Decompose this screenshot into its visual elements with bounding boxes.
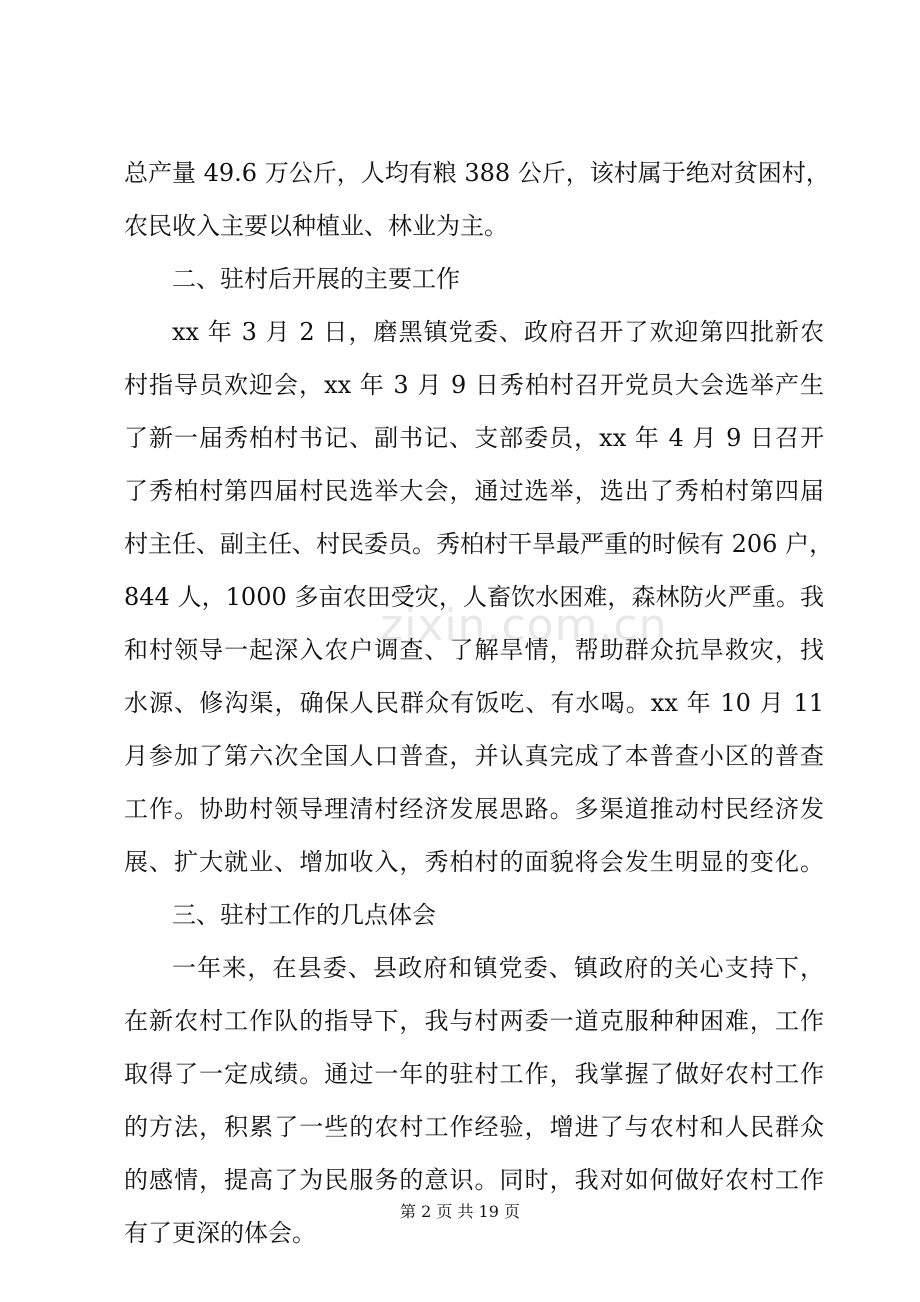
- watermark: zixin.com.cn: [380, 600, 668, 651]
- text-line: 的感情，提高了为民服务的意识。同时，我对如何做好农村工作: [124, 1166, 824, 1194]
- text-line: 一年来，在县委、县政府和镇党委、镇政府的关心支持下，: [172, 954, 824, 982]
- text-line: 的方法，积累了一些的农村工作经验，增进了与农村和人民群众: [124, 1113, 824, 1141]
- text-line: 了秀柏村第四届村民选举大会，通过选举，选出了秀柏村第四届: [124, 477, 824, 505]
- text-line: 工作。协助村领导理清村经济发展思路。多渠道推动村民经济发: [124, 795, 824, 823]
- section-heading-3: 三、驻村工作的几点体会: [172, 901, 436, 929]
- text-line: 844 人，1000 多亩农田受灾，人畜饮水困难，森林防火严重。我: [124, 583, 824, 611]
- text-line: 展、扩大就业、增加收入，秀柏村的面貌将会发生明显的变化。: [124, 848, 824, 876]
- text-line: xx 年 3 月 2 日，磨黑镇党委、政府召开了欢迎第四批新农: [172, 318, 824, 346]
- text-line: 总产量 49.6 万公斤，人均有粮 388 公斤，该村属于绝对贫困村，: [124, 159, 830, 187]
- text-line: 有了更深的体会。: [124, 1219, 316, 1247]
- text-line: 水源、修沟渠，确保人民群众有饭吃、有水喝。xx 年 10 月 11: [124, 689, 824, 717]
- page-number-footer: 第 2 页 共 19 页: [400, 1202, 520, 1221]
- text-line: 村指导员欢迎会，xx 年 3 月 9 日秀柏村召开党员大会选举产生: [124, 371, 824, 399]
- text-line: 村主任、副主任、村民委员。秀柏村干旱最严重的时候有 206 户，: [124, 530, 834, 558]
- text-line: 在新农村工作队的指导下，我与村两委一道克服种种困难，工作: [124, 1007, 824, 1035]
- section-heading-2: 二、驻村后开展的主要工作: [172, 265, 460, 293]
- text-line: 取得了一定成绩。通过一年的驻村工作，我掌握了做好农村工作: [124, 1060, 824, 1088]
- text-line: 农民收入主要以种植业、林业为主。: [124, 212, 508, 240]
- text-line: 和村领导一起深入农户调查、了解旱情，帮助群众抗旱救灾，找: [124, 636, 824, 664]
- text-line: 月参加了第六次全国人口普查，并认真完成了本普查小区的普查: [124, 742, 824, 770]
- text-line: 了新一届秀柏村书记、副书记、支部委员，xx 年 4 月 9 日召开: [124, 424, 824, 452]
